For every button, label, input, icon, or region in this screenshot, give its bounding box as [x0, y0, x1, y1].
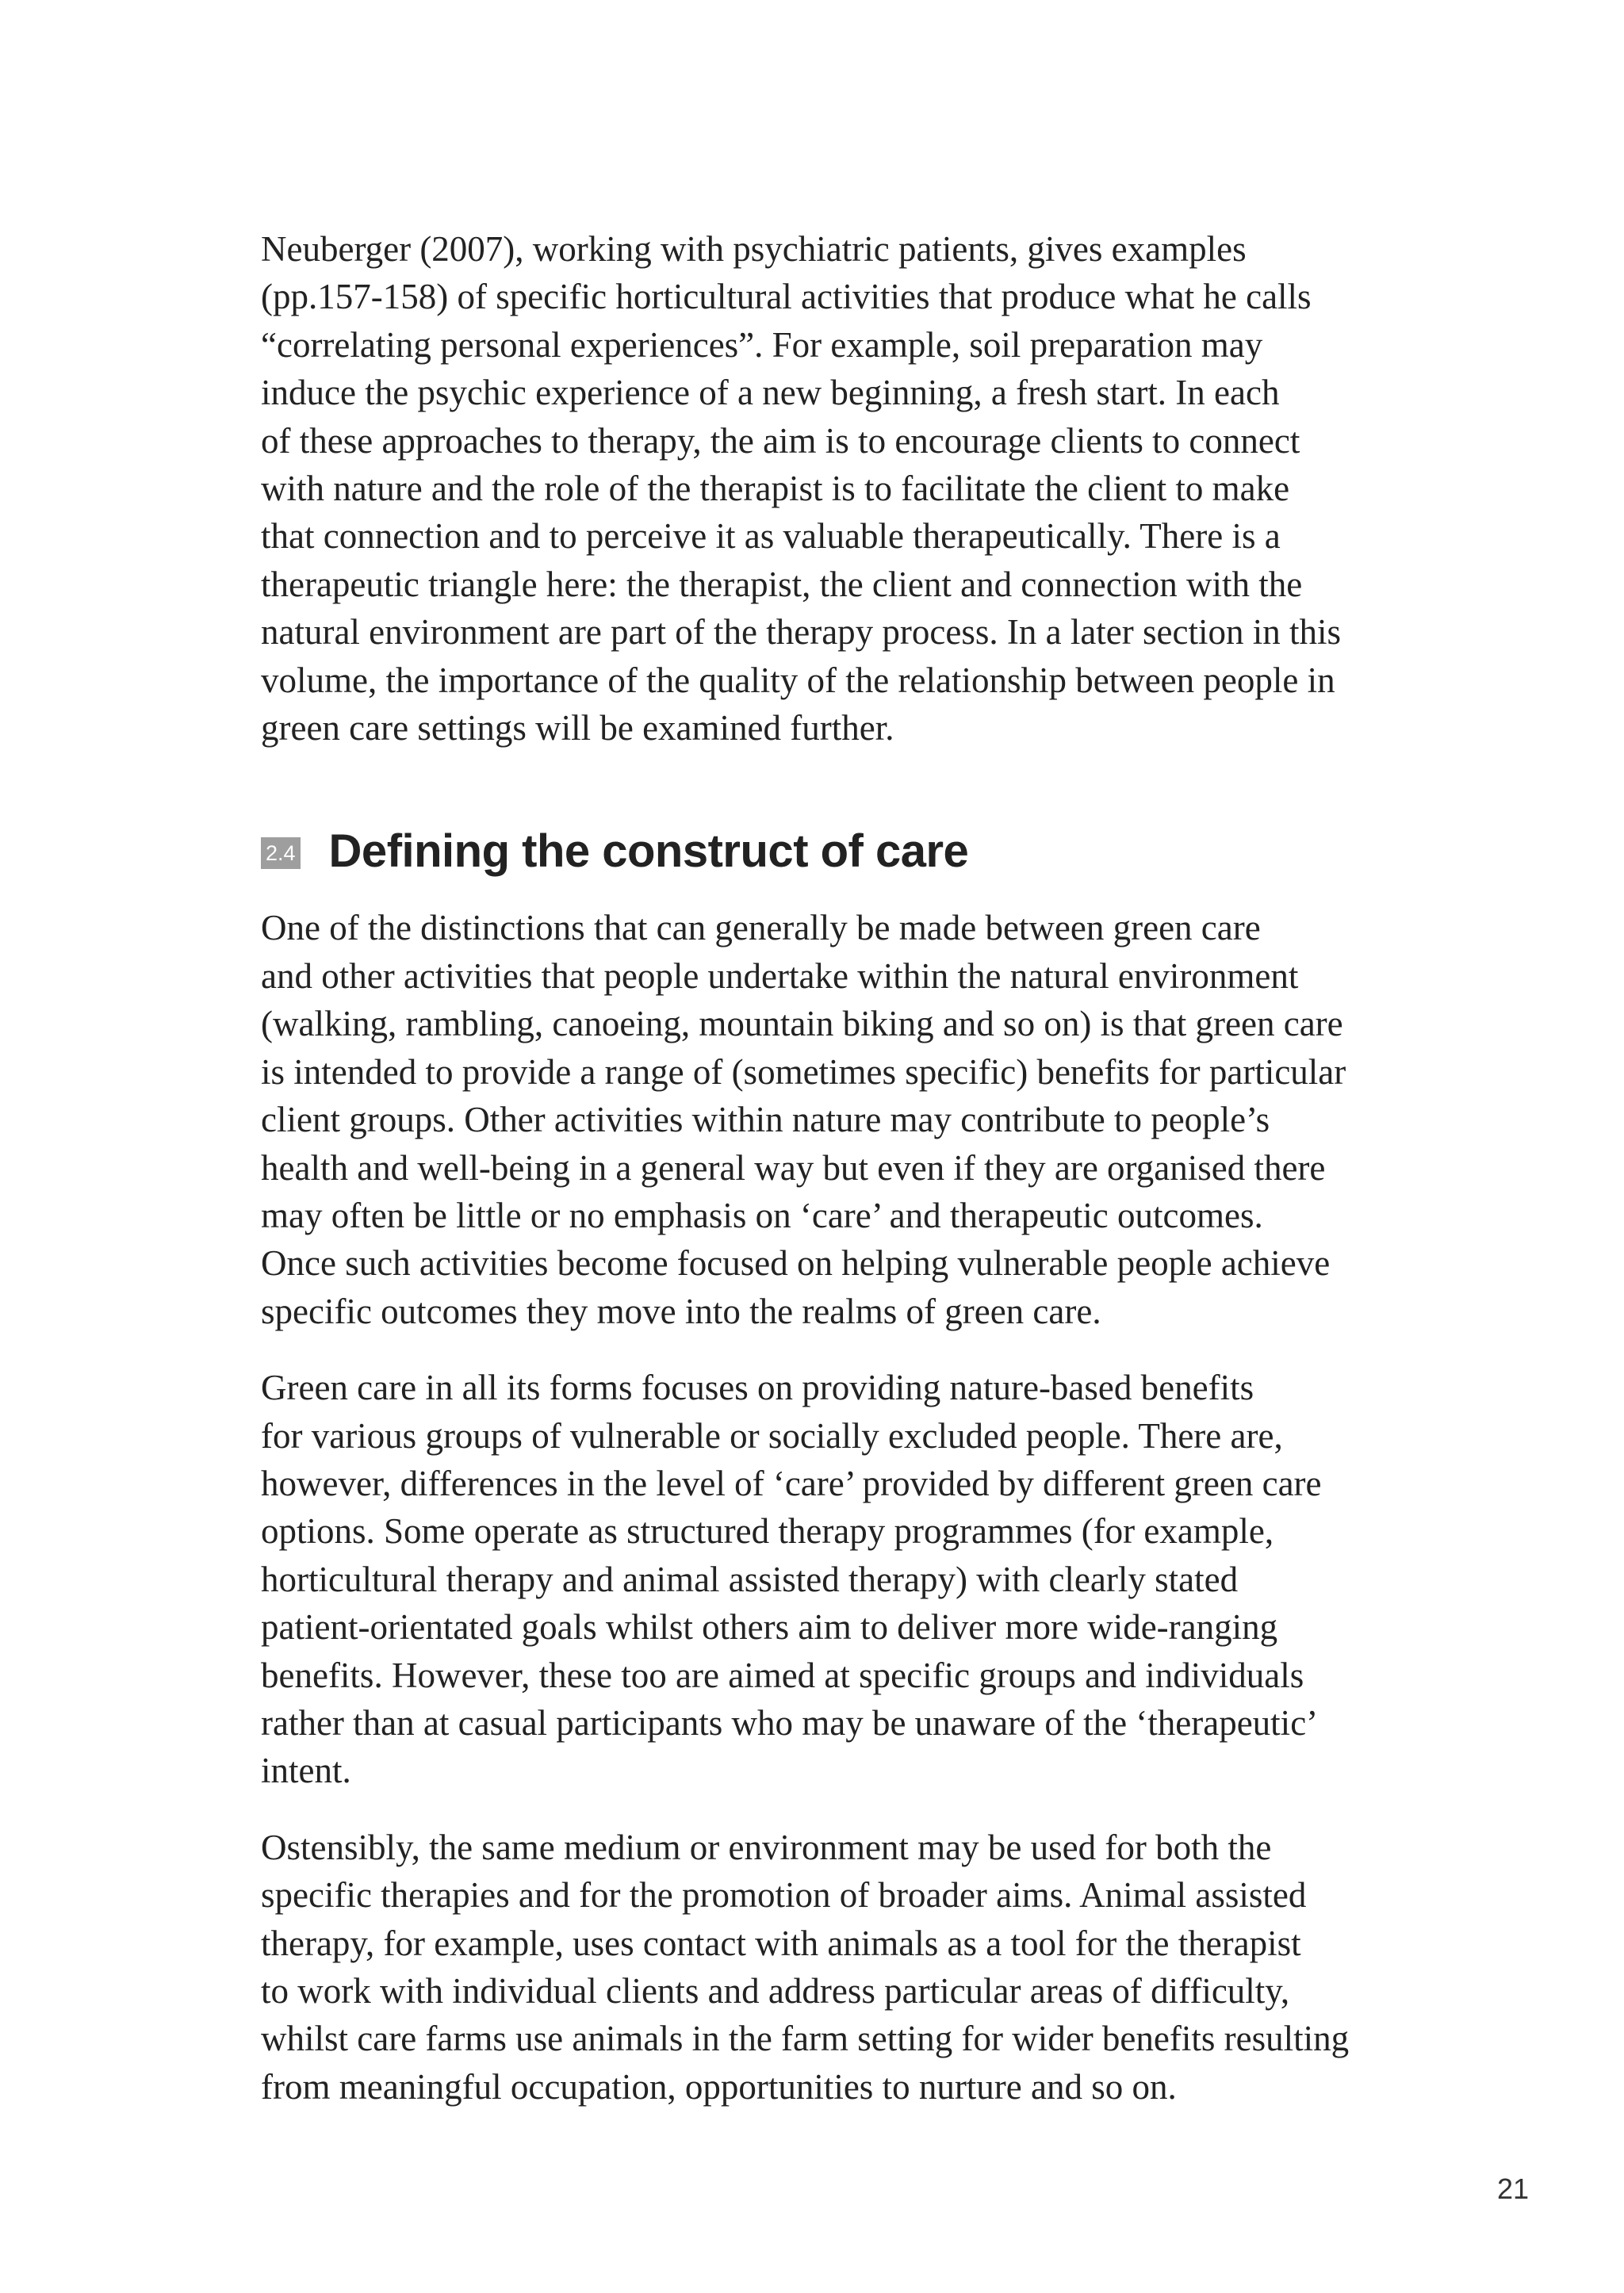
text-line: horticultural therapy and animal assisted therapy) with clearly stated	[261, 1559, 1239, 1599]
text-line: One of the distinctions that can generally be made between green care	[261, 908, 1261, 948]
text-line: specific therapies and for the promotion of broader aims. Animal assisted	[261, 1875, 1307, 1916]
text-line: options. Some operate as structured therapy programmes (for example,	[261, 1511, 1274, 1552]
text-line: intent.	[261, 1751, 351, 1791]
text-line: of these approaches to therapy, the aim is to encourage clients to connect	[261, 420, 1300, 461]
section-number-badge: 2.4	[261, 837, 301, 869]
text-line: induce the psychic experience of a new beginning, a fresh start. In each	[261, 373, 1280, 413]
text-line: therapy, for example, uses contact with animals as a tool for the therapist	[261, 1923, 1301, 1963]
text-line: (walking, rambling, canoeing, mountain biking and so on) is that green care	[261, 1004, 1343, 1044]
text-line: that connection and to perceive it as valuable therapeutically. There is a	[261, 516, 1281, 557]
text-line: client groups. Other activities within nature may contribute to people’s	[261, 1100, 1270, 1140]
text-line: volume, the importance of the quality of the relationship between people in	[261, 660, 1335, 700]
text-line: specific outcomes they move into the realms of green care.	[261, 1291, 1101, 1331]
text-line: Once such activities become focused on helping vulnerable people achieve	[261, 1243, 1331, 1284]
text-line: for various groups of vulnerable or socially excluded people. There are,	[261, 1415, 1283, 1456]
text-line: “correlating personal experiences”. For example, soil preparation may	[261, 324, 1263, 365]
text-line: with nature and the role of the therapist is to facilitate the client to make	[261, 469, 1290, 509]
page-number: 21	[1496, 2172, 1529, 2205]
text-line: Ostensibly, the same medium or environment may be used for both the	[261, 1827, 1272, 1867]
text-line: Neuberger (2007), working with psychiatric patients, gives examples	[261, 229, 1247, 269]
section-title: Defining the construct of care	[328, 825, 969, 878]
text-line: therapeutic triangle here: the therapist, the client and connection with the	[261, 564, 1303, 604]
text-line: natural environment are part of the therapy process. In a later section in this	[261, 612, 1341, 653]
section-paragraph-3	[261, 1824, 1403, 2111]
section-paragraph-1	[261, 904, 1403, 1335]
section-heading	[261, 825, 1403, 878]
text-line: patient-orientated goals whilst others aim to deliver more wide-ranging	[261, 1607, 1278, 1648]
intro-paragraph	[261, 225, 1403, 752]
page-content	[261, 225, 1403, 2111]
text-line: from meaningful occupation, opportunities to nurture and so on.	[261, 2066, 1177, 2107]
text-line: whilst care farms use animals in the farm setting for wider benefits resulting	[261, 2019, 1350, 2059]
text-line: benefits. However, these too are aimed at specific groups and individuals	[261, 1655, 1304, 1695]
text-line: however, differences in the level of ‘care’ provided by different green care	[261, 1463, 1322, 1503]
text-line: (pp.157-158) of specific horticultural activities that produce what he calls	[261, 277, 1312, 317]
section-paragraph-2	[261, 1364, 1403, 1795]
text-line: Green care in all its forms focuses on providing nature-based benefits	[261, 1368, 1254, 1408]
text-line: to work with individual clients and address particular areas of difficulty,	[261, 1971, 1290, 2011]
text-line: is intended to provide a range of (sometimes specific) benefits for particular	[261, 1051, 1346, 1092]
text-line: may often be little or no emphasis on ‘care’ and therapeutic outcomes.	[261, 1195, 1263, 1235]
text-line: and other activities that people undertake within the natural environment	[261, 955, 1299, 996]
text-line: health and well-being in a general way but even if they are organised there	[261, 1147, 1326, 1188]
text-line: rather than at casual participants who may be unaware of the ‘therapeutic’	[261, 1702, 1319, 1743]
text-line: green care settings will be examined further.	[261, 708, 894, 748]
